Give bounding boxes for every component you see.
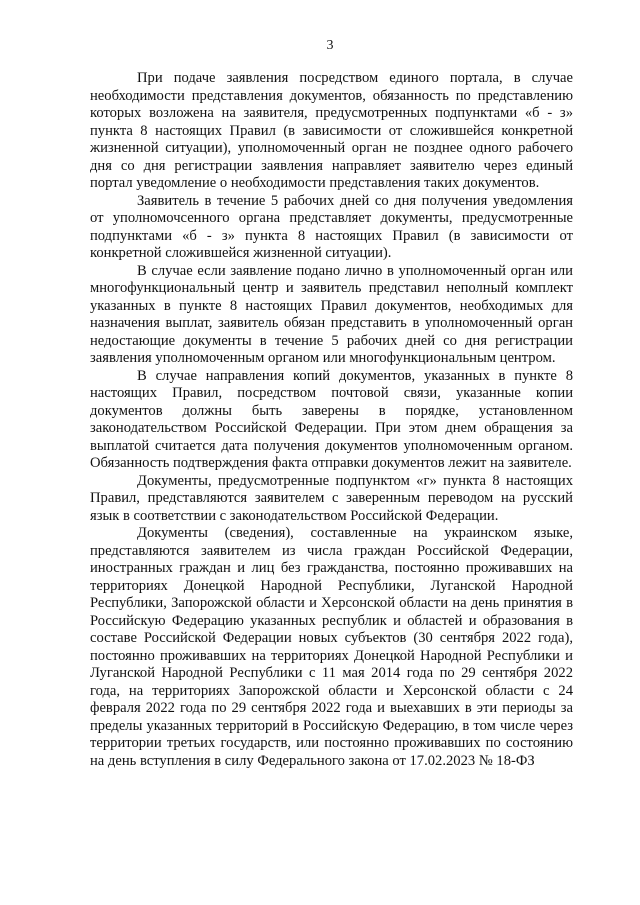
paragraph-ukrainian-documents: Документы (сведения), составленные на украинском языке, представляются заявителем из числа граждан Российской Федерации, иностранных граждан и лиц без гражданства, постоянно проживавших на территориях Донецкой Народной Республики, Луганской Народной Республики, Запорожской области и Херсонской области на день принятия в Российскую Федерацию указанных республик и областей и образования в составе Российской Федерации новых субъектов (30 сентября 2022 года), постоянно проживавших на территориях Донецкой Народной Республики и Луганской Народной Республики с 11 мая 2014 года по 29 сентября 2022 года, на территориях Запорожской области и Херсонской области с 24 февраля 2022 года по 29 сентября 2022 года и выехавших в эти периоды за пределы указанных территорий в Российскую Федерацию, в том числе через территории третьих государств, или постоянно проживавших по состоянию на день вступления в силу Федерального закона от 17.02.2023 № 18-ФЗ: [90, 525, 573, 769]
document-body: [90, 70, 573, 770]
paragraph-postal-copies: В случае направления копий документов, указанных в пункте 8 настоящих Правил, посредством почтовой связи, указанные копии документов должны быть заверены в порядке, установленном законодательством Российской Федерации. При этом днем обращения за выплатой считается дата получения документов уполномоченным органом. Обязанность подтверждения факта отправки документов лежит на заявителе.: [90, 367, 573, 471]
paragraph-applicant-deadline: Заявитель в течение 5 рабочих дней со дня получения уведомления от уполномочсенного органа представляет документы, предусмотренные подпунктами «б - з» пункта 8 настоящих Правил (в зависимости от конкретной сложившейся жизненной ситуации).: [90, 192, 573, 261]
paragraph-portal-submission: При подаче заявления посредством единого портала, в случае необходимости представления документов, обязанность по представлению которых возложена на заявителя, предусмотренных подпунктами «б - з» пункта 8 настоящих Правил (в зависимости от сложившейся конкретной жизненной ситуации), уполномоченный орган не позднее одного рабочего дня со дня регистрации заявления направляет заявителю через единый портал уведомление о необходимости представления таких документов.: [90, 70, 573, 191]
page-number: 3: [326, 38, 334, 53]
paragraph-translation-requirement: Документы, предусмотренные подпунктом «г» пункта 8 настоящих Правил, представляются заявителем с заверенным переводом на русский язык в соответствии с законодательством Российской Федерации.: [90, 472, 573, 524]
paragraph-in-person-submission: В случае если заявление подано лично в уполномоченный орган или многофункциональный центр и заявитель представил неполный комплект указанных в пункте 8 настоящих Правил документов, необходимых для назначения выплат, заявитель обязан представить в уполномоченный орган недостающие документы в течение 5 рабочих дней со дня регистрации заявления уполномоченным органом или многофункциональным центром.: [90, 262, 573, 366]
